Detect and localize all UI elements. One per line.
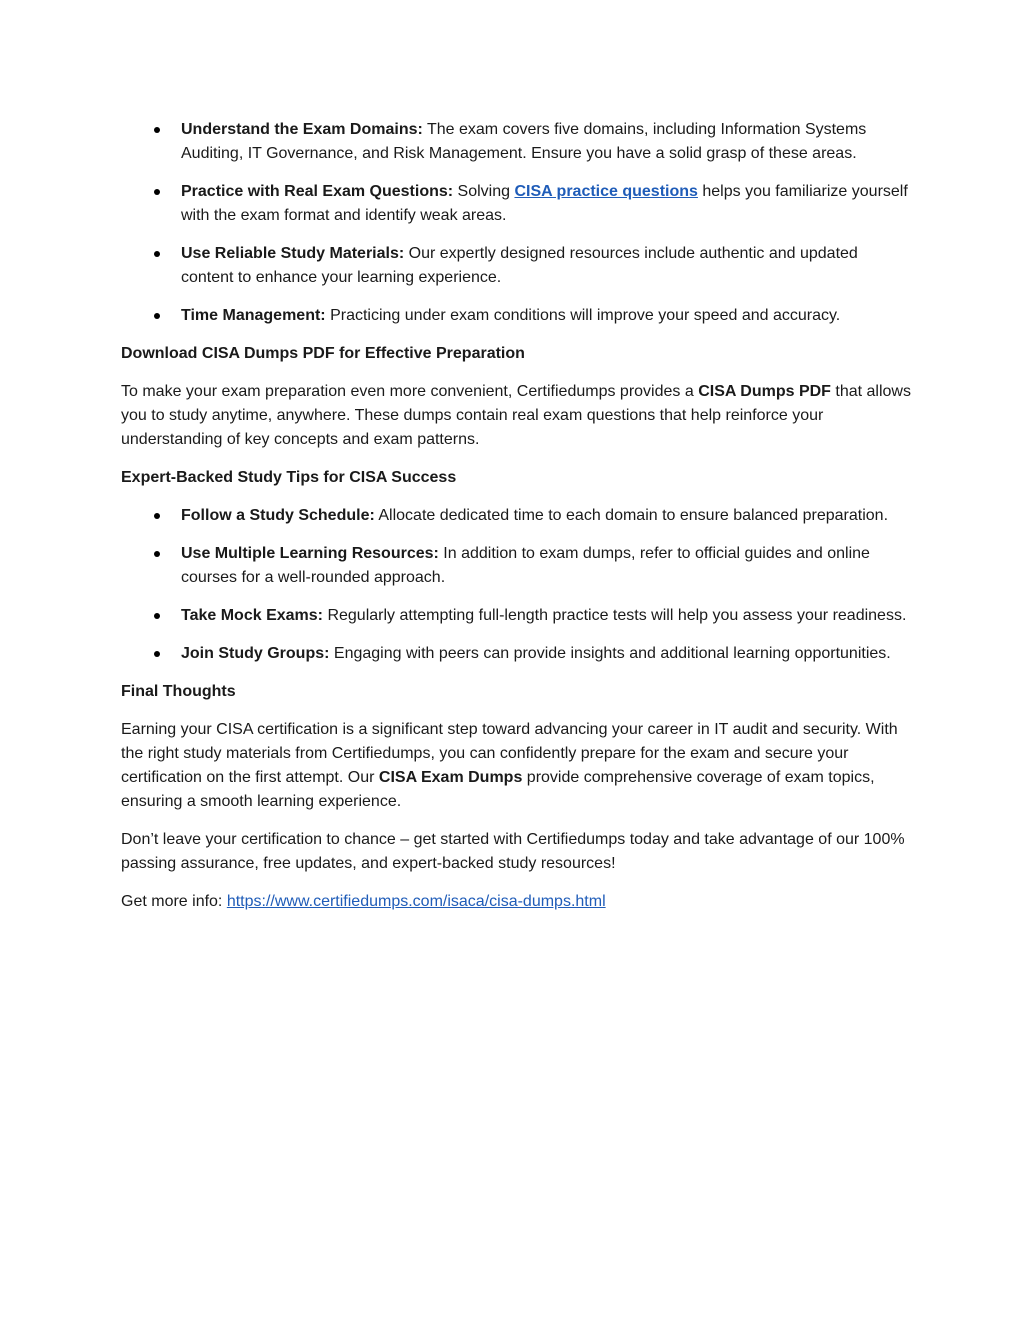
item-text: The exam covers five domains, including Information Systems Auditing, IT Governance, and Risk Management. Ensure you have a solid grasp of these areas.: [181, 121, 867, 162]
item-title: Practice with Real Exam Questions:: [181, 183, 454, 200]
item-text: Engaging with peers can provide insights and additional learning opportunities.: [329, 645, 891, 662]
item-text: Our expertly designed resources include authentic and updated content to enhance your learning experience.: [181, 245, 858, 286]
item-text: Practicing under exam conditions will improve your speed and accuracy.: [325, 307, 841, 324]
cisa-practice-questions-link[interactable]: CISA practice questions: [514, 183, 698, 200]
bullet-icon: [154, 313, 160, 319]
paragraph-text: that allows you to study anytime, anywhere. These dumps contain real exam questions that help reinforce your understanding of key concepts and exam patterns.: [121, 383, 911, 448]
item-text: Solving: [453, 183, 515, 200]
more-info-link[interactable]: https://www.certifiedumps.com/isaca/cisa-dumps.html: [226, 893, 606, 910]
paragraph-closing: Don’t leave your certification to chance – get started with Certifiedumps today and take advantage of our 100% passing assurance, free updates, and expert-backed study resources!: [121, 831, 905, 872]
list-item: [121, 542, 911, 590]
item-text: helps you familiarize yourself with the exam format and identify weak areas.: [181, 183, 908, 224]
item-title: Use Reliable Study Materials:: [181, 245, 405, 262]
paragraph-final: [121, 718, 911, 814]
list-item: [121, 504, 911, 528]
paragraph-bold: CISA Exam Dumps: [378, 769, 523, 786]
item-title: Follow a Study Schedule:: [181, 507, 375, 524]
bullet-icon: [154, 189, 160, 195]
paragraph-text: Earning your CISA certification is a significant step toward advancing your career in IT audit and security. With the right study materials from Certifiedumps, you can confidently prepare for the exam and secure your certification on the first attempt. Our: [121, 721, 898, 786]
list-item: [121, 604, 911, 628]
item-text: Regularly attempting full-length practice tests will help you assess your readiness.: [323, 607, 907, 624]
bullet-icon: [154, 551, 160, 557]
paragraph-bold: CISA Dumps PDF: [698, 383, 831, 400]
list-item: [121, 118, 911, 166]
more-info-label: Get more info:: [121, 893, 227, 910]
bullet-icon: [154, 251, 160, 257]
item-title: Time Management:: [181, 307, 326, 324]
section-heading-study-tips: Expert-Backed Study Tips for CISA Success: [121, 469, 457, 486]
exam-tips-list: [121, 118, 911, 328]
paragraph-text: To make your exam preparation even more convenient, Certifiedumps provides a: [121, 383, 699, 400]
item-title: Use Multiple Learning Resources:: [181, 545, 439, 562]
list-item: [121, 242, 911, 290]
item-title: Take Mock Exams:: [181, 607, 323, 624]
list-item: [121, 180, 911, 228]
paragraph-text: provide comprehensive coverage of exam topics, ensuring a smooth learning experience.: [121, 769, 875, 810]
item-text: In addition to exam dumps, refer to official guides and online courses for a well-rounded approach.: [181, 545, 870, 586]
list-item: [121, 304, 911, 328]
bullet-icon: [154, 651, 160, 657]
item-text: Allocate dedicated time to each domain to ensure balanced preparation.: [374, 507, 889, 524]
study-tips-list: [121, 504, 911, 666]
item-title: Join Study Groups:: [181, 645, 330, 662]
list-item: [121, 642, 911, 666]
section-heading-download: Download CISA Dumps PDF for Effective Preparation: [121, 345, 525, 362]
item-title: Understand the Exam Domains:: [181, 121, 423, 138]
bullet-icon: [154, 613, 160, 619]
bullet-icon: [154, 127, 160, 133]
paragraph-download: [121, 380, 911, 452]
more-info-line: [121, 890, 911, 914]
document-page: [121, 118, 911, 928]
bullet-icon: [154, 513, 160, 519]
section-heading-final-thoughts: Final Thoughts: [121, 683, 236, 700]
